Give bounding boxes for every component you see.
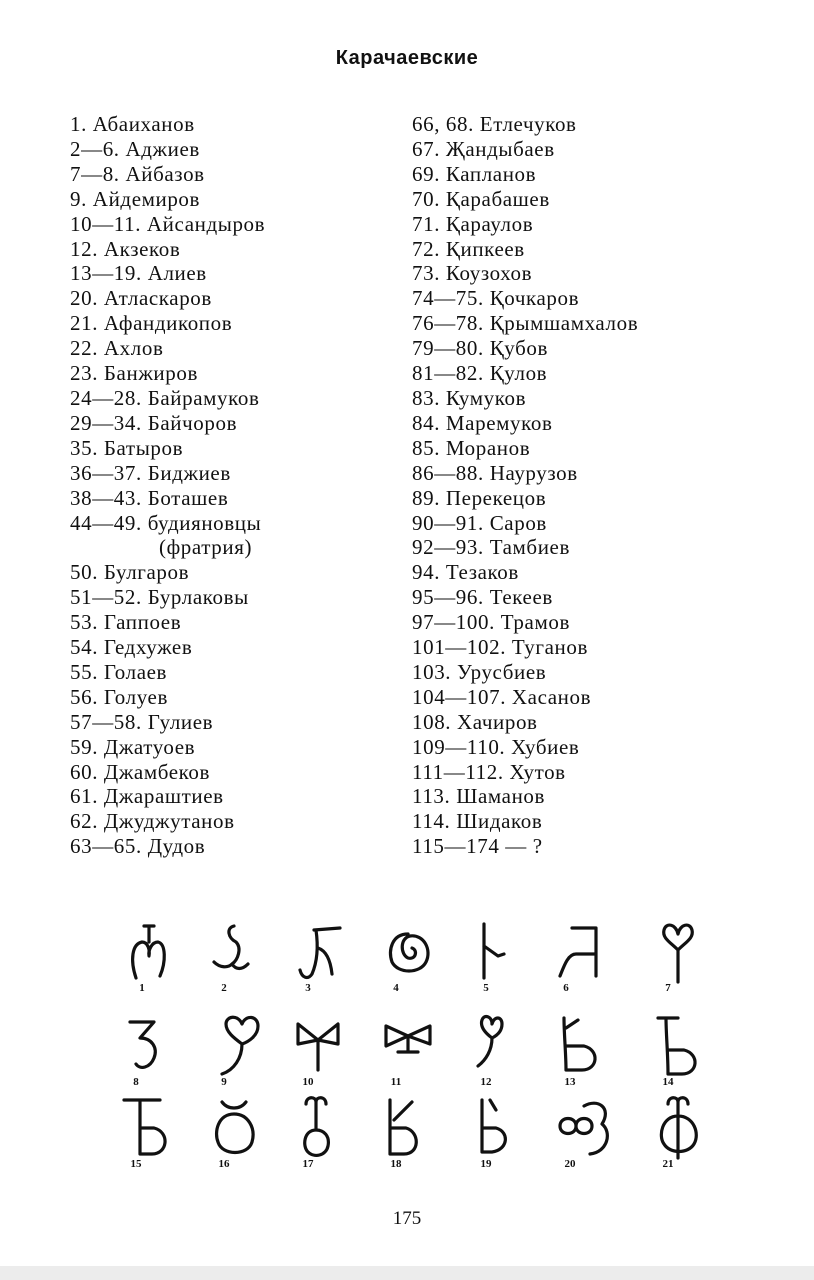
list-item: 51—52. Бурлаковы — [70, 585, 249, 610]
tamga-mark-glyph — [290, 1096, 354, 1160]
list-item: 67. Җандыбаев — [412, 136, 555, 161]
tamga-mark-glyph — [650, 1096, 714, 1160]
list-item: 101—102. Туганов — [412, 635, 588, 660]
tamga-mark — [206, 1014, 270, 1104]
tamga-mark-number: 15 — [130, 1158, 142, 1170]
list-item: 63—65. Дудов — [70, 834, 206, 859]
list-item: 111—112. Хутов — [412, 759, 566, 784]
tamga-mark — [378, 1096, 442, 1186]
list-item: 56. Голуев — [70, 684, 168, 709]
tamga-mark-glyph — [650, 920, 714, 984]
list-item: 90—91. Саров — [412, 510, 547, 535]
tamga-mark-glyph — [552, 1014, 616, 1078]
page-number: 175 — [392, 1208, 422, 1229]
tamga-mark — [124, 920, 188, 1010]
tamga-mark — [118, 1096, 182, 1186]
tamga-mark-glyph — [468, 1014, 532, 1078]
list-item: 72. Қипкеев — [412, 236, 525, 261]
list-item: 103. Урусбиев — [412, 659, 547, 684]
tamga-mark-number: 19 — [480, 1158, 492, 1170]
tamga-mark-number: 3 — [305, 982, 311, 994]
tamga-mark-glyph — [206, 1096, 270, 1160]
tamga-mark-number: 14 — [662, 1076, 674, 1088]
list-item: 71. Қараулов — [412, 211, 534, 236]
list-item: 95—96. Текеев — [412, 585, 553, 610]
list-item: 109—110. Хубиев — [412, 734, 580, 759]
tamga-mark-glyph — [206, 1014, 270, 1078]
list-item: 92—93. Тамбиев — [412, 535, 570, 560]
list-item: 83. Кумуков — [412, 385, 527, 410]
list-item: 24—28. Байрамуков — [70, 385, 260, 410]
tamga-mark-glyph — [118, 1014, 182, 1078]
list-item: 20. Атласкаров — [70, 286, 212, 311]
tamga-mark-number: 7 — [665, 982, 671, 994]
list-item: 50. Булгаров — [70, 560, 190, 585]
list-item: 1. Абаиханов — [70, 112, 195, 136]
tamga-mark — [548, 920, 612, 1010]
list-item: 94. Тезаков — [412, 560, 519, 585]
tamga-mark-number: 8 — [133, 1076, 139, 1088]
tamga-mark-glyph — [206, 920, 270, 984]
list-item: 44—49. будияновцы — [70, 510, 262, 535]
tamga-mark — [468, 1096, 532, 1186]
tamga-mark — [206, 920, 270, 1010]
list-item-continuation: (фратрия) — [159, 535, 253, 560]
tamga-mark-glyph — [468, 1096, 532, 1160]
list-item: 97—100. Трамов — [412, 610, 570, 635]
list-item: 81—82. Қулов — [412, 361, 548, 386]
list-item: 7—8. Айбазов — [70, 161, 205, 186]
tamga-mark-number: 20 — [564, 1158, 576, 1170]
tamga-mark-glyph — [124, 920, 188, 984]
tamga-mark — [552, 1014, 616, 1104]
tamga-mark-glyph — [378, 1014, 442, 1078]
list-item: 69. Капланов — [412, 161, 537, 186]
tamga-mark-number: 6 — [563, 982, 569, 994]
list-item: 21. Афандикопов — [70, 311, 233, 336]
tamga-mark-number: 12 — [480, 1076, 492, 1088]
tamga-mark-number: 16 — [218, 1158, 230, 1170]
tamga-mark — [290, 920, 354, 1010]
list-item: 13—19. Алиев — [70, 261, 207, 286]
page-bottom-edge — [0, 1266, 814, 1280]
tamga-mark — [552, 1096, 616, 1186]
list-item: 59. Джатуоев — [70, 734, 196, 759]
page-title: Карачаевские — [335, 47, 479, 69]
tamga-mark — [290, 1014, 354, 1104]
tamga-mark — [650, 1096, 714, 1186]
tamga-mark — [206, 1096, 270, 1186]
list-item: 57—58. Гулиев — [70, 709, 214, 734]
list-item: 73. Коузохов — [412, 261, 533, 286]
tamga-mark-glyph — [378, 1096, 442, 1160]
list-item: 79—80. Қубов — [412, 336, 549, 361]
tamga-mark-number: 13 — [564, 1076, 576, 1088]
list-item: 76—78. Қрымшамхалов — [412, 311, 639, 336]
tamga-mark — [378, 1014, 442, 1104]
list-item: 53. Гаппоев — [70, 610, 182, 635]
tamga-mark — [118, 1014, 182, 1104]
list-item: 85. Моранов — [412, 435, 531, 460]
tamga-mark-glyph — [548, 920, 612, 984]
list-item: 55. Голаев — [70, 659, 168, 684]
list-item: 23. Банжиров — [70, 361, 198, 386]
list-item: 70. Қарабашев — [412, 186, 550, 211]
list-item: 12. Акзеков — [70, 236, 181, 261]
tamga-mark-number: 21 — [662, 1158, 674, 1170]
tamga-mark-number: 5 — [483, 982, 489, 994]
tamga-mark-number: 10 — [302, 1076, 314, 1088]
list-item: 108. Хачиров — [412, 709, 538, 734]
tamga-mark-glyph — [650, 1014, 714, 1078]
list-item: 54. Гедхужев — [70, 635, 193, 660]
tamga-mark — [468, 1014, 532, 1104]
tamga-mark-glyph — [468, 920, 532, 984]
tamga-mark — [650, 1014, 714, 1104]
list-item: 22. Ахлов — [70, 336, 164, 361]
tamga-mark-number: 4 — [393, 982, 399, 994]
tamga-mark — [650, 920, 714, 1010]
list-item: 61. Джараштиев — [70, 784, 224, 809]
tamga-mark-glyph — [290, 1014, 354, 1078]
tamga-mark — [290, 1096, 354, 1186]
list-item: 86—88. Наурузов — [412, 460, 578, 485]
tamga-mark-glyph — [118, 1096, 182, 1160]
list-item: 29—34. Байчоров — [70, 410, 238, 435]
list-item: 113. Шаманов — [412, 784, 546, 809]
list-item: 115—174 — ? — [412, 834, 543, 859]
tamga-mark-number: 18 — [390, 1158, 402, 1170]
list-item: 104—107. Хасанов — [412, 684, 592, 709]
list-item: 74—75. Қочкаров — [412, 286, 580, 311]
list-item: 114. Шидаков — [412, 809, 543, 834]
list-item: 66, 68. Етлечуков — [412, 112, 577, 136]
tamga-mark-number: 11 — [390, 1076, 402, 1088]
list-item: 2—6. Аджиев — [70, 136, 200, 161]
list-item: 62. Джуджутанов — [70, 809, 235, 834]
list-item: 10—11. Айсандыров — [70, 211, 266, 236]
list-item: 9. Айдемиров — [70, 186, 201, 211]
list-item: 38—43. Боташев — [70, 485, 229, 510]
list-item: 84. Маремуков — [412, 410, 553, 435]
list-item: 60. Джамбеков — [70, 759, 211, 784]
tamga-mark — [468, 920, 532, 1010]
list-item: 35. Батыров — [70, 435, 184, 460]
tamga-mark-glyph — [552, 1096, 616, 1160]
tamga-mark-number: 17 — [302, 1158, 314, 1170]
list-item: 36—37. Биджиев — [70, 460, 231, 485]
tamga-mark-glyph — [378, 920, 442, 984]
tamga-mark-glyph — [290, 920, 354, 984]
tamga-mark-number: 1 — [139, 982, 145, 994]
tamga-mark-number: 2 — [221, 982, 227, 994]
tamga-mark-number: 9 — [221, 1076, 227, 1088]
tamga-mark — [378, 920, 442, 1010]
list-item: 89. Перекецов — [412, 485, 547, 510]
